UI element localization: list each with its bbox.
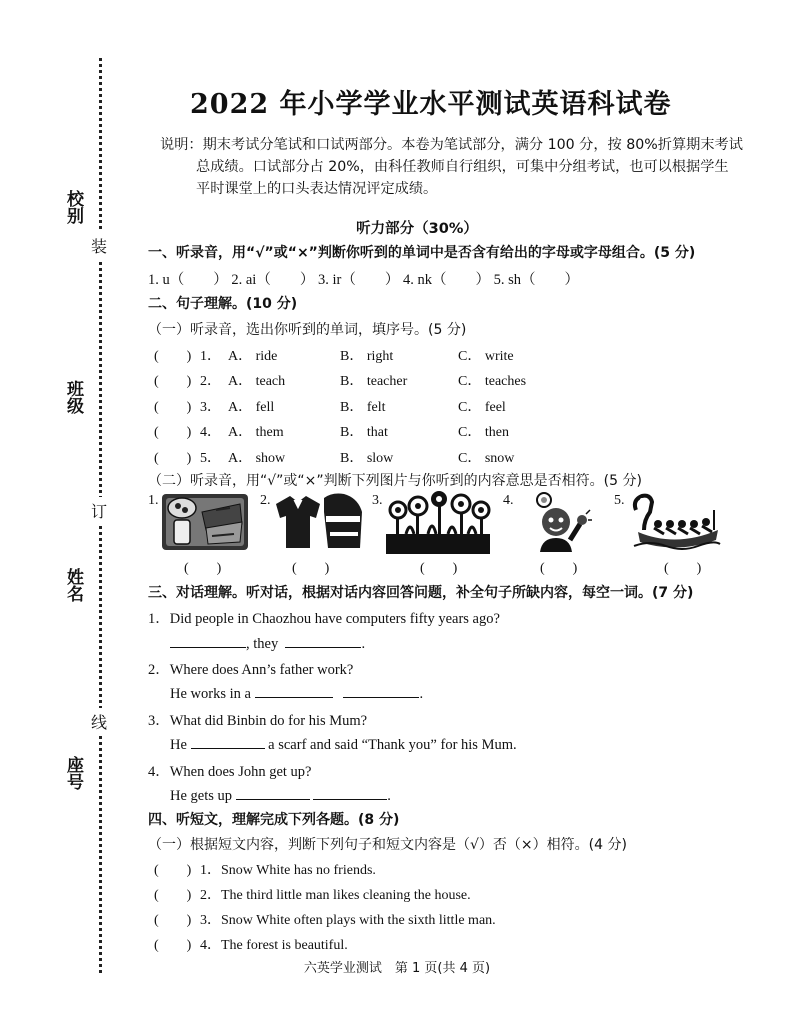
class-label-text: 班级 [63,380,83,414]
name-label [62,568,82,602]
instructions-line-3: 平时课堂上的口头表达情况评定成绩。 [196,181,438,197]
answer-blank[interactable] [236,785,310,800]
mc-number: 4． [200,425,221,440]
answer-blank[interactable] [343,683,419,698]
option-c: C． snow [458,451,515,466]
q3-question-3: 3．What did Binbin do for his Mum? [148,713,368,729]
option-c: C． feel [458,400,506,415]
mc-number: 5． [200,451,221,466]
answer-paren[interactable]: ( ) [154,913,192,928]
page-title: 2022 年小学学业水平测试英语科试卷 [190,89,672,120]
answer-paren[interactable]: ( ) [154,374,192,389]
answer-blank[interactable] [313,785,387,800]
option-b: B． that [340,425,388,440]
option-b: B． teacher [340,374,408,389]
q3-answer-3 [170,734,517,754]
answer-paren[interactable]: ( ) [154,863,192,878]
answer-blank[interactable] [255,683,333,698]
q3-question-1: 1．Did people in Chaozhou have computers fifty years ago? [148,611,500,627]
q3-question-4: 4．When does John get up? [148,764,312,780]
answer-paren[interactable]: ( ) [154,425,192,440]
seat-label [62,756,82,790]
answer-blank[interactable] [170,633,246,648]
pic-answer-1[interactable]: ( ) [184,561,222,576]
tf-statement: 3．Snow White often plays with the sixth little man. [200,913,496,928]
binding-mark-ding: 订 [91,497,107,524]
answer-text: a scarf and said “Thank you” for his Mum. [268,737,517,753]
q2-title: 二、句子理解。(10 分) [148,296,298,312]
q3-answer-4: He gets up . [170,785,391,805]
class-label [62,380,82,414]
tf-statement: 4．The forest is beautiful. [200,938,348,953]
q3-question-2: 2．Where does Ann’s father work? [148,662,354,678]
q3-answer-1: , they . [170,633,365,653]
q4-title: 四、听短文，理解完成下列各题。(8 分) [148,812,400,828]
answer-paren[interactable]: ( ) [154,349,192,364]
option-a: A． show [228,451,286,466]
option-b: B． felt [340,400,386,415]
option-a: A． ride [228,349,278,364]
answer-paren[interactable]: ( ) [154,400,192,415]
clothes-picture [268,490,366,554]
binding-mark-zhuang: 装 [91,232,107,259]
option-c: C． then [458,425,509,440]
instructions-line-1: 说明：期末考试分笔试和口试两部分。本卷为笔试部分，满分 100 分，按 80%折算期末考试 [160,137,743,153]
mc-number: 1． [200,349,221,364]
q2-part1-title: （一）听录音，选出你听到的单词，填序号。(5 分) [148,322,467,338]
q3-title: 三、对话理解。听对话，根据对话内容回答问题，补全句子所缺内容，每空一词。(7 分) [148,585,694,601]
q2-part2-title: （二）听录音，用“√”或“×”判断下列图片与你听到的内容意思是否相符。(5 分) [148,473,642,489]
garden-picture [384,490,492,556]
q4-part1-title: （一）根据短文内容，判断下列句子和短文内容是（√）否（×）相符。(4 分) [148,837,627,853]
answer-text: He works in a [170,686,251,702]
pic-number-5: 5. [614,493,625,508]
answer-text: , they [246,636,279,652]
binding-mark-xian: 线 [91,708,107,735]
pic-number-1: 1. [148,493,159,508]
instructions-line-2: 总成绩。口试部分占 20%，由科任教师自行组织，可集中分组考试，也可以根据学生 [196,159,729,175]
pic-answer-2[interactable]: ( ) [292,561,330,576]
pic-number-2: 2. [260,493,271,508]
name-label-text: 姓名 [63,568,83,602]
tf-statement: 2．The third little man likes cleaning the house. [200,888,471,903]
school-label-text: 校别 [63,190,83,224]
q3-answer-2: He works in a . [170,683,423,703]
tf-statement: 1．Snow White has no friends. [200,863,376,878]
option-c: C． write [458,349,514,364]
option-b: B． slow [340,451,394,466]
answer-blank[interactable] [191,734,265,749]
pic-number-4: 4. [503,493,514,508]
mc-number: 2． [200,374,221,389]
pic-answer-4[interactable]: ( ) [540,561,578,576]
pic-answer-3[interactable]: ( ) [420,561,458,576]
q1-title: 一、听录音，用“√”或“×”判断你听到的单词中是否含有给出的字母或字母组合。(5 分) [148,245,696,261]
food-tray-picture [160,490,250,554]
option-a: A． teach [228,374,286,389]
answer-paren[interactable]: ( ) [154,451,192,466]
instructions [160,134,780,200]
page-footer: 六英学业测试 第 1 页(共 4 页) [303,961,491,976]
option-a: A． fell [228,400,275,415]
pic-number-3: 3. [372,493,383,508]
pic-answer-5[interactable]: ( ) [664,561,702,576]
answer-paren[interactable]: ( ) [154,938,192,953]
waving-boy-picture [522,490,592,556]
dragon-boat-picture [630,490,722,556]
option-b: B． right [340,349,394,364]
option-a: A． them [228,425,284,440]
answer-paren[interactable]: ( ) [154,888,192,903]
answer-text: He [170,737,187,753]
answer-text: He gets up [170,788,233,804]
option-c: C． teaches [458,374,527,389]
mc-number: 3． [200,400,221,415]
listening-section-header: 听力部分（30%） [356,221,478,237]
answer-blank[interactable] [285,633,361,648]
seat-label-text: 座号 [63,756,83,790]
q1-items: 1. u（ ） 2. ai（ ） 3. ir（ ） 4. nk（ ） 5. sh（ ） [148,272,579,288]
